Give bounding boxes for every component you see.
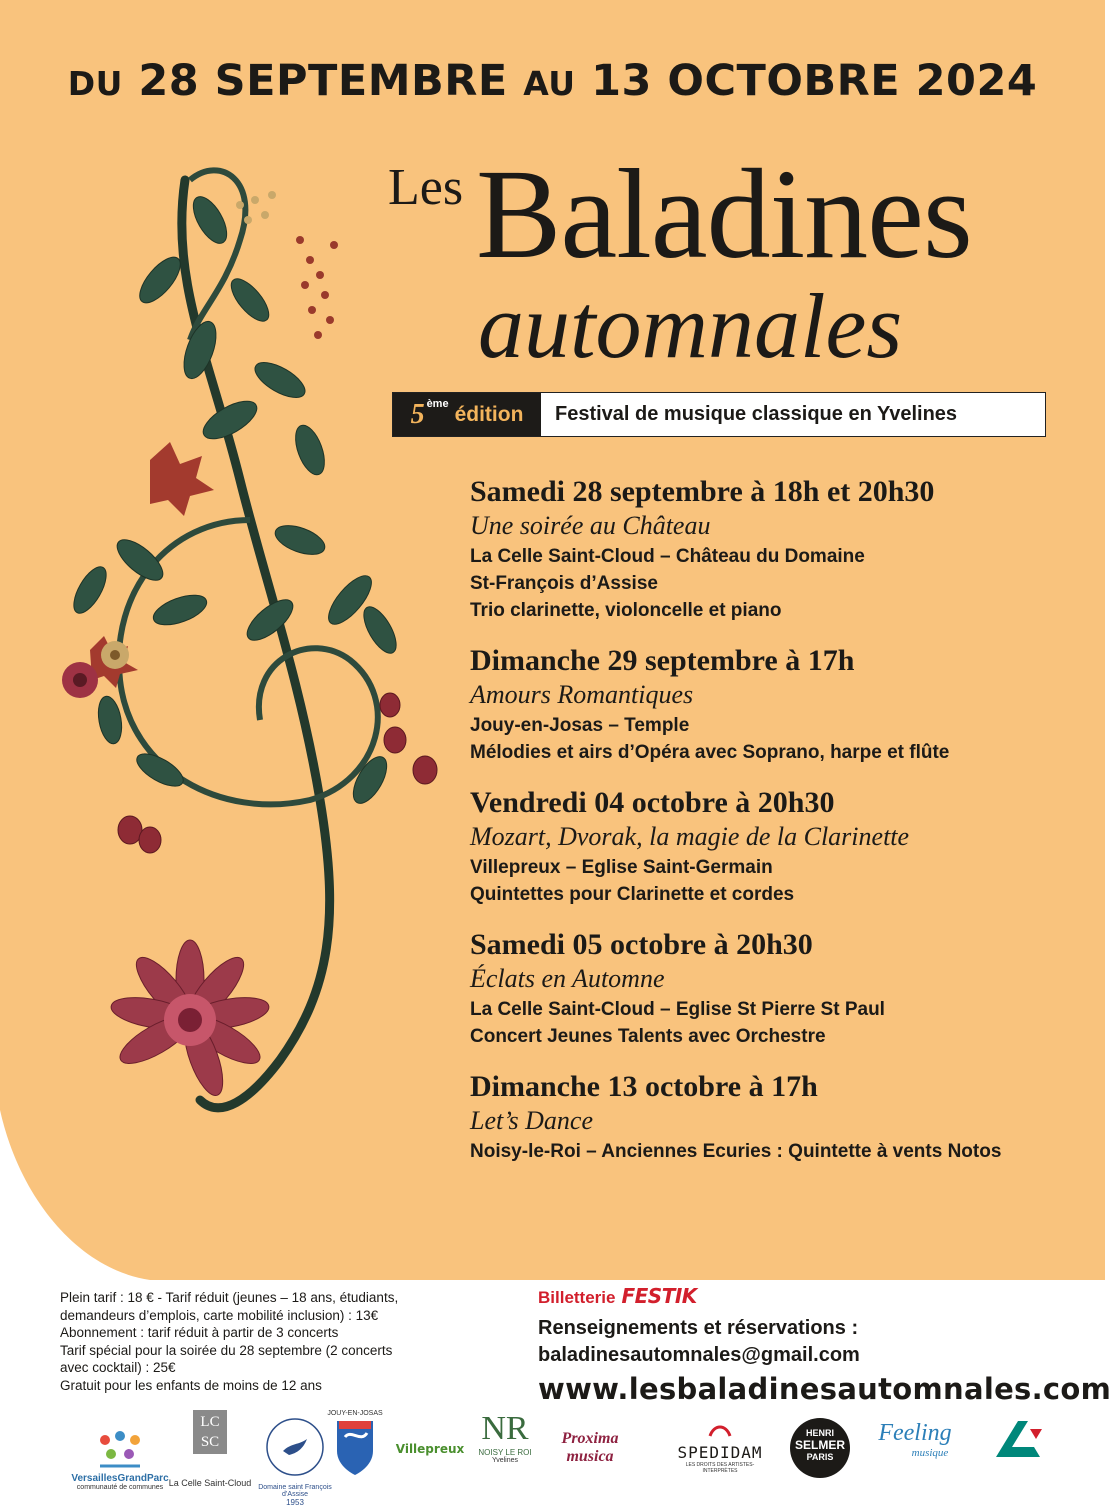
event-location: Noisy-le-Roi – Anciennes Ecuries : Quintette à vents Notos — [470, 1141, 1002, 1162]
vgp-sub: communauté de communes — [76, 1484, 164, 1491]
dates-au: AU — [523, 64, 576, 103]
pricing-info — [60, 1289, 480, 1394]
spedidam-name: SPEDIDAM — [677, 1443, 763, 1462]
credit-agricole-icon — [990, 1415, 1050, 1463]
event-program: Quintettes pour Clarinette et cordes — [470, 884, 795, 905]
pricing-line: avec cocktail) : 25€ — [60, 1360, 176, 1375]
lcsc-letters-top: LC — [200, 1414, 220, 1430]
coat-of-arms-icon — [333, 1417, 377, 1479]
people-icon — [95, 1430, 145, 1468]
noisy-letters: NR — [481, 1410, 529, 1447]
lcsc-caption: La Celle Saint-Cloud — [168, 1478, 252, 1488]
title-les: Les — [388, 159, 464, 216]
event-location: Villepreux – Eglise Saint-Germain — [470, 857, 773, 878]
jouy-text: JOUY-EN-JOSAS — [327, 1410, 383, 1417]
event-location: Jouy-en-Josas – Temple — [470, 715, 690, 736]
title-baladines: Baladines — [476, 143, 972, 285]
selmer-mid: SELMER — [794, 1438, 845, 1452]
edition-number-box — [393, 393, 541, 436]
event-item — [470, 644, 1090, 766]
contact-info — [538, 1315, 860, 1369]
sponsor-logos — [50, 1410, 1060, 1507]
event-date: Dimanche 13 octobre à 17h — [470, 1070, 818, 1103]
lcsc-letters-bottom: SC — [200, 1434, 220, 1450]
lcsc-box — [193, 1410, 227, 1454]
selmer-bottom: PARIS — [806, 1452, 834, 1462]
credit-agricole-logo — [985, 1415, 1055, 1468]
events-list — [470, 475, 1090, 1185]
domaine-text: Domaine saint François d’Assise — [258, 1484, 332, 1498]
event-program: Trio clarinette, violoncelle et piano — [470, 600, 782, 621]
jouy-en-josas-logo — [325, 1410, 385, 1484]
ticketing-label: Billetterie — [538, 1288, 616, 1307]
domaine-year: 1953 — [286, 1498, 304, 1507]
villepreux-text: Villepreux — [395, 1442, 465, 1456]
selmer-top: HENRI — [805, 1428, 834, 1438]
title-automnales: automnales — [478, 275, 903, 377]
proxima-line2: musica — [566, 1448, 614, 1465]
pricing-line: Plein tarif : 18 € - Tarif réduit (jeunes – 18 ans, étudiants, — [60, 1290, 399, 1305]
spedidam-sub: LES DROITS DES ARTISTES-INTERPRÈTES — [685, 1462, 755, 1474]
event-date: Vendredi 04 octobre à 20h30 — [470, 786, 835, 819]
edition-number: 5 — [410, 398, 425, 430]
event-item — [470, 928, 1090, 1050]
event-program: Concert Jeunes Talents avec Orchestre — [470, 1026, 826, 1047]
contact-email[interactable]: baladinesautomnales@gmail.com — [538, 1344, 860, 1366]
edition-word: édition — [454, 402, 524, 426]
pricing-line: Abonnement : tarif réduit à partir de 3 concerts — [60, 1325, 339, 1340]
pricing-line: Gratuit pour les enfants de moins de 12 ans — [60, 1377, 322, 1393]
dates-end: 13 OCTOBRE 2024 — [591, 56, 1038, 106]
villepreux-logo — [390, 1440, 470, 1458]
noisy-le-roi-logo — [470, 1410, 540, 1464]
domaine-saint-francois-logo — [255, 1415, 335, 1507]
treble-clef-floral-illustration — [50, 160, 460, 1150]
event-title: Éclats en Automne — [470, 964, 665, 993]
event-title: Une soirée au Château — [470, 511, 711, 540]
proxima-musica-logo — [550, 1430, 630, 1466]
noisy-sub: Yvelines — [491, 1457, 519, 1464]
website-link[interactable]: www.lesbaladinesautomnales.com — [538, 1372, 1111, 1406]
event-title: Mozart, Dvorak, la magie de la Clarinette — [470, 822, 910, 851]
proxima-line1: Proxima — [561, 1430, 619, 1447]
event-date: Dimanche 29 septembre à 17h — [470, 644, 855, 677]
feeling-line2: musique — [911, 1447, 949, 1459]
event-date: Samedi 28 septembre à 18h et 20h30 — [470, 475, 935, 508]
ticketing — [538, 1284, 697, 1308]
contact-heading: Renseignements et réservations : — [538, 1317, 859, 1339]
spedidam-arc-icon — [708, 1422, 732, 1438]
la-celle-saint-cloud-logo — [160, 1410, 260, 1488]
selmer-logo — [785, 1418, 855, 1478]
feeling-musique-logo — [865, 1420, 965, 1459]
selmer-badge — [790, 1418, 850, 1478]
pricing-line: demandeurs d’emplois, carte mobilité inclusion) : 13€ — [60, 1307, 379, 1323]
dove-icon — [263, 1415, 327, 1479]
versailles-grand-parc-logo — [70, 1430, 170, 1491]
event-title: Let’s Dance — [470, 1106, 594, 1135]
event-date: Samedi 05 octobre à 20h30 — [470, 928, 813, 961]
event-title: Amours Romantiques — [470, 680, 694, 709]
spedidam-logo — [670, 1422, 770, 1474]
edition-banner — [392, 392, 1046, 437]
dates-du: DU — [67, 64, 123, 103]
event-item — [470, 475, 1090, 624]
pricing-line: Tarif spécial pour la soirée du 28 septembre (2 concerts — [60, 1342, 393, 1358]
feeling-line1: Feeling — [878, 1420, 952, 1446]
event-location: La Celle Saint-Cloud – Eglise St Pierre St Paul — [470, 999, 885, 1020]
event-location-detail: St-François d’Assise — [470, 573, 658, 594]
noisy-name: NOISY LE ROI — [478, 1448, 532, 1457]
edition-description: Festival de musique classique en Yvelines — [541, 393, 1045, 436]
event-program: Mélodies et airs d’Opéra avec Soprano, harpe et flûte — [470, 742, 950, 763]
event-location: La Celle Saint-Cloud – Château du Domaine — [470, 546, 865, 567]
festik-logo: FESTIK — [621, 1284, 697, 1308]
edition-superscript: ème — [426, 398, 449, 410]
event-item — [470, 1070, 1090, 1165]
vgp-name: VersaillesGrandParc — [71, 1473, 169, 1484]
festival-dates — [0, 56, 1105, 106]
dates-start: 28 SEPTEMBRE — [138, 56, 508, 106]
event-item — [470, 786, 1090, 908]
